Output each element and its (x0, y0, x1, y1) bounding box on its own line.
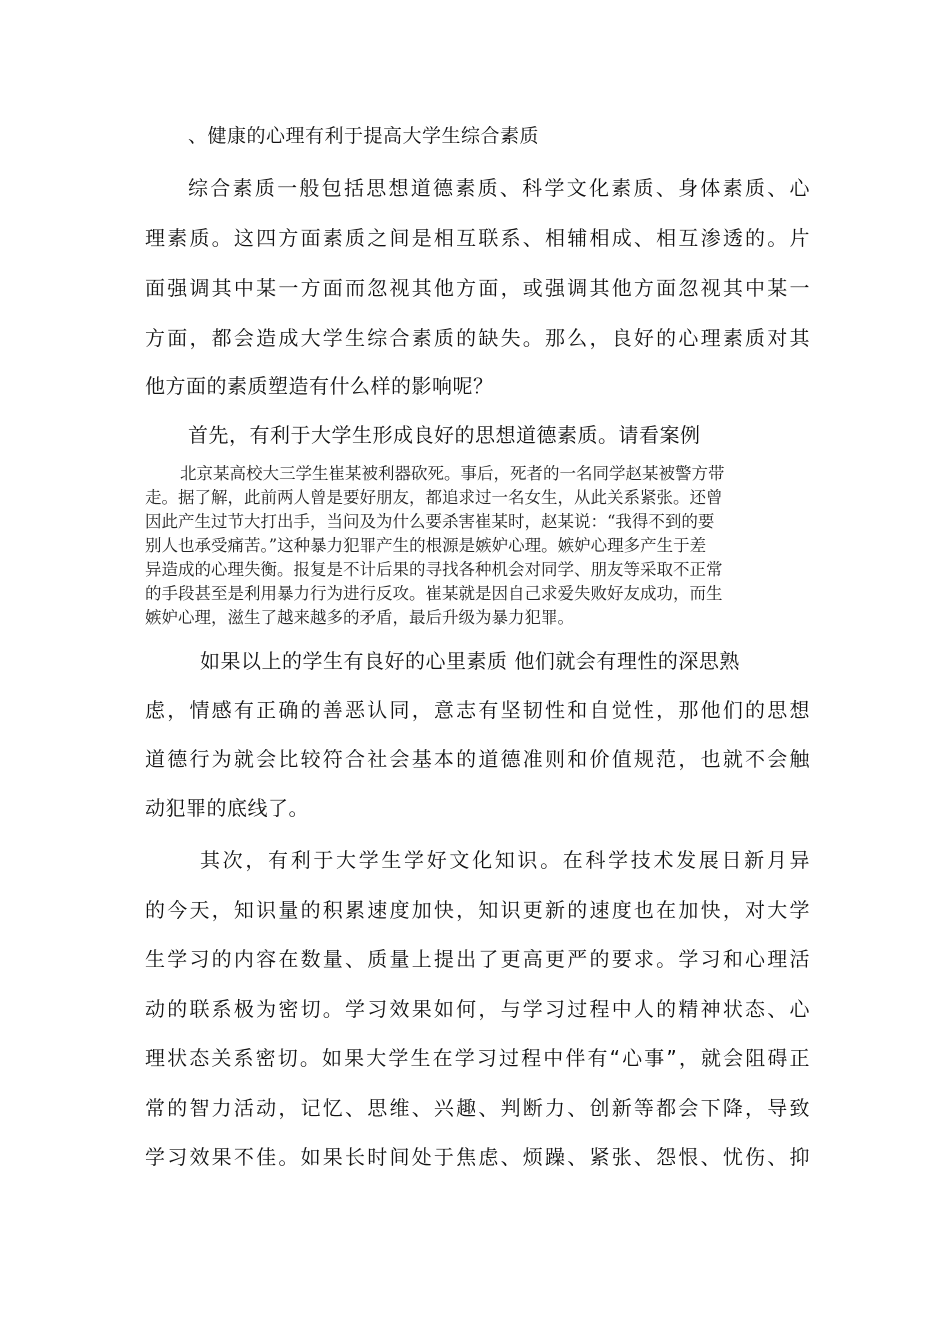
text-line: 理素质。这四方面素质之间是相互联系、相辅相成、相互渗透的。片 (145, 226, 810, 250)
text-line: 其次，有利于大学生学好文化知识。在科学技术发展日新月异 (200, 848, 810, 872)
text-line: 面强调其中某一方面而忽视其他方面，或强调其他方面忽视其中某一 (145, 276, 810, 300)
case-line: 因此产生过节大打出手，当问及为什么要杀害崔某时，赵某说：“我得不到的要 (145, 512, 715, 531)
case-line: 的手段甚至是利用暴力行为进行反攻。崔某就是因自己求爱失败好友成功，而生 (145, 584, 723, 603)
text-line: 他方面的素质塑造有什么样的影响呢？ (145, 374, 494, 398)
text-line: 常的智力活动，记忆、思维、兴趣、判断力、创新等都会下降，导致 (145, 1096, 810, 1120)
text-line: 如果以上的学生有良好的心里素质 他们就会有理性的深思熟 (200, 649, 740, 673)
text-line: 学习效果不佳。如果长时间处于焦虑、烦躁、紧张、怨恨、忧伤、抑 (145, 1145, 810, 1169)
case-line: 别人也承受痛苦。”这种暴力犯罪产生的根源是嫉妒心理。嫉妒心理多产生于差 (145, 536, 707, 555)
text-line: 的今天，知识量的积累速度加快，知识更新的速度也在加快，对大学 (145, 898, 810, 922)
text-line: 虑，情感有正确的善恶认同，意志有坚韧性和自觉性，那他们的思想 (145, 698, 810, 722)
case-line: 嫉妒心理，滋生了越来越多的矛盾，最后升级为暴力犯罪。 (145, 608, 574, 627)
text-line: 动犯罪的底线了。 (145, 796, 309, 820)
text-line: 道德行为就会比较符合社会基本的道德准则和价值规范，也就不会触 (145, 747, 810, 771)
section-heading: 、健康的心理有利于提高大学生综合素质 (188, 125, 540, 147)
case-line: 走。据了解，此前两人曾是要好朋友，都追求过一名女生，从此关系紧张。还曾 (145, 488, 723, 507)
text-line: 动的联系极为密切。学习效果如何，与学习过程中人的精神状态、心 (145, 997, 810, 1021)
text-line: 生学习的内容在数量、质量上提出了更高更严的要求。学习和心理活 (145, 947, 810, 971)
case-line: 异造成的心理失衡。报复是不计后果的寻找各种机会对同学、朋友等采取不正常 (145, 560, 723, 579)
text-line: 综合素质一般包括思想道德素质、科学文化素质、身体素质、心 (188, 176, 810, 200)
first-point: 首先，有利于大学生形成良好的思想道德素质。请看案例 (188, 423, 701, 447)
text-line: 理状态关系密切。如果大学生在学习过程中伴有“心事”，就会阻碍正 (145, 1046, 810, 1070)
case-line: 北京某高校大三学生崔某被利器砍死。事后，死者的一名同学赵某被警方带 (180, 464, 725, 483)
text-line: 方面，都会造成大学生综合素质的缺失。那么，良好的心理素质对其 (145, 326, 810, 350)
